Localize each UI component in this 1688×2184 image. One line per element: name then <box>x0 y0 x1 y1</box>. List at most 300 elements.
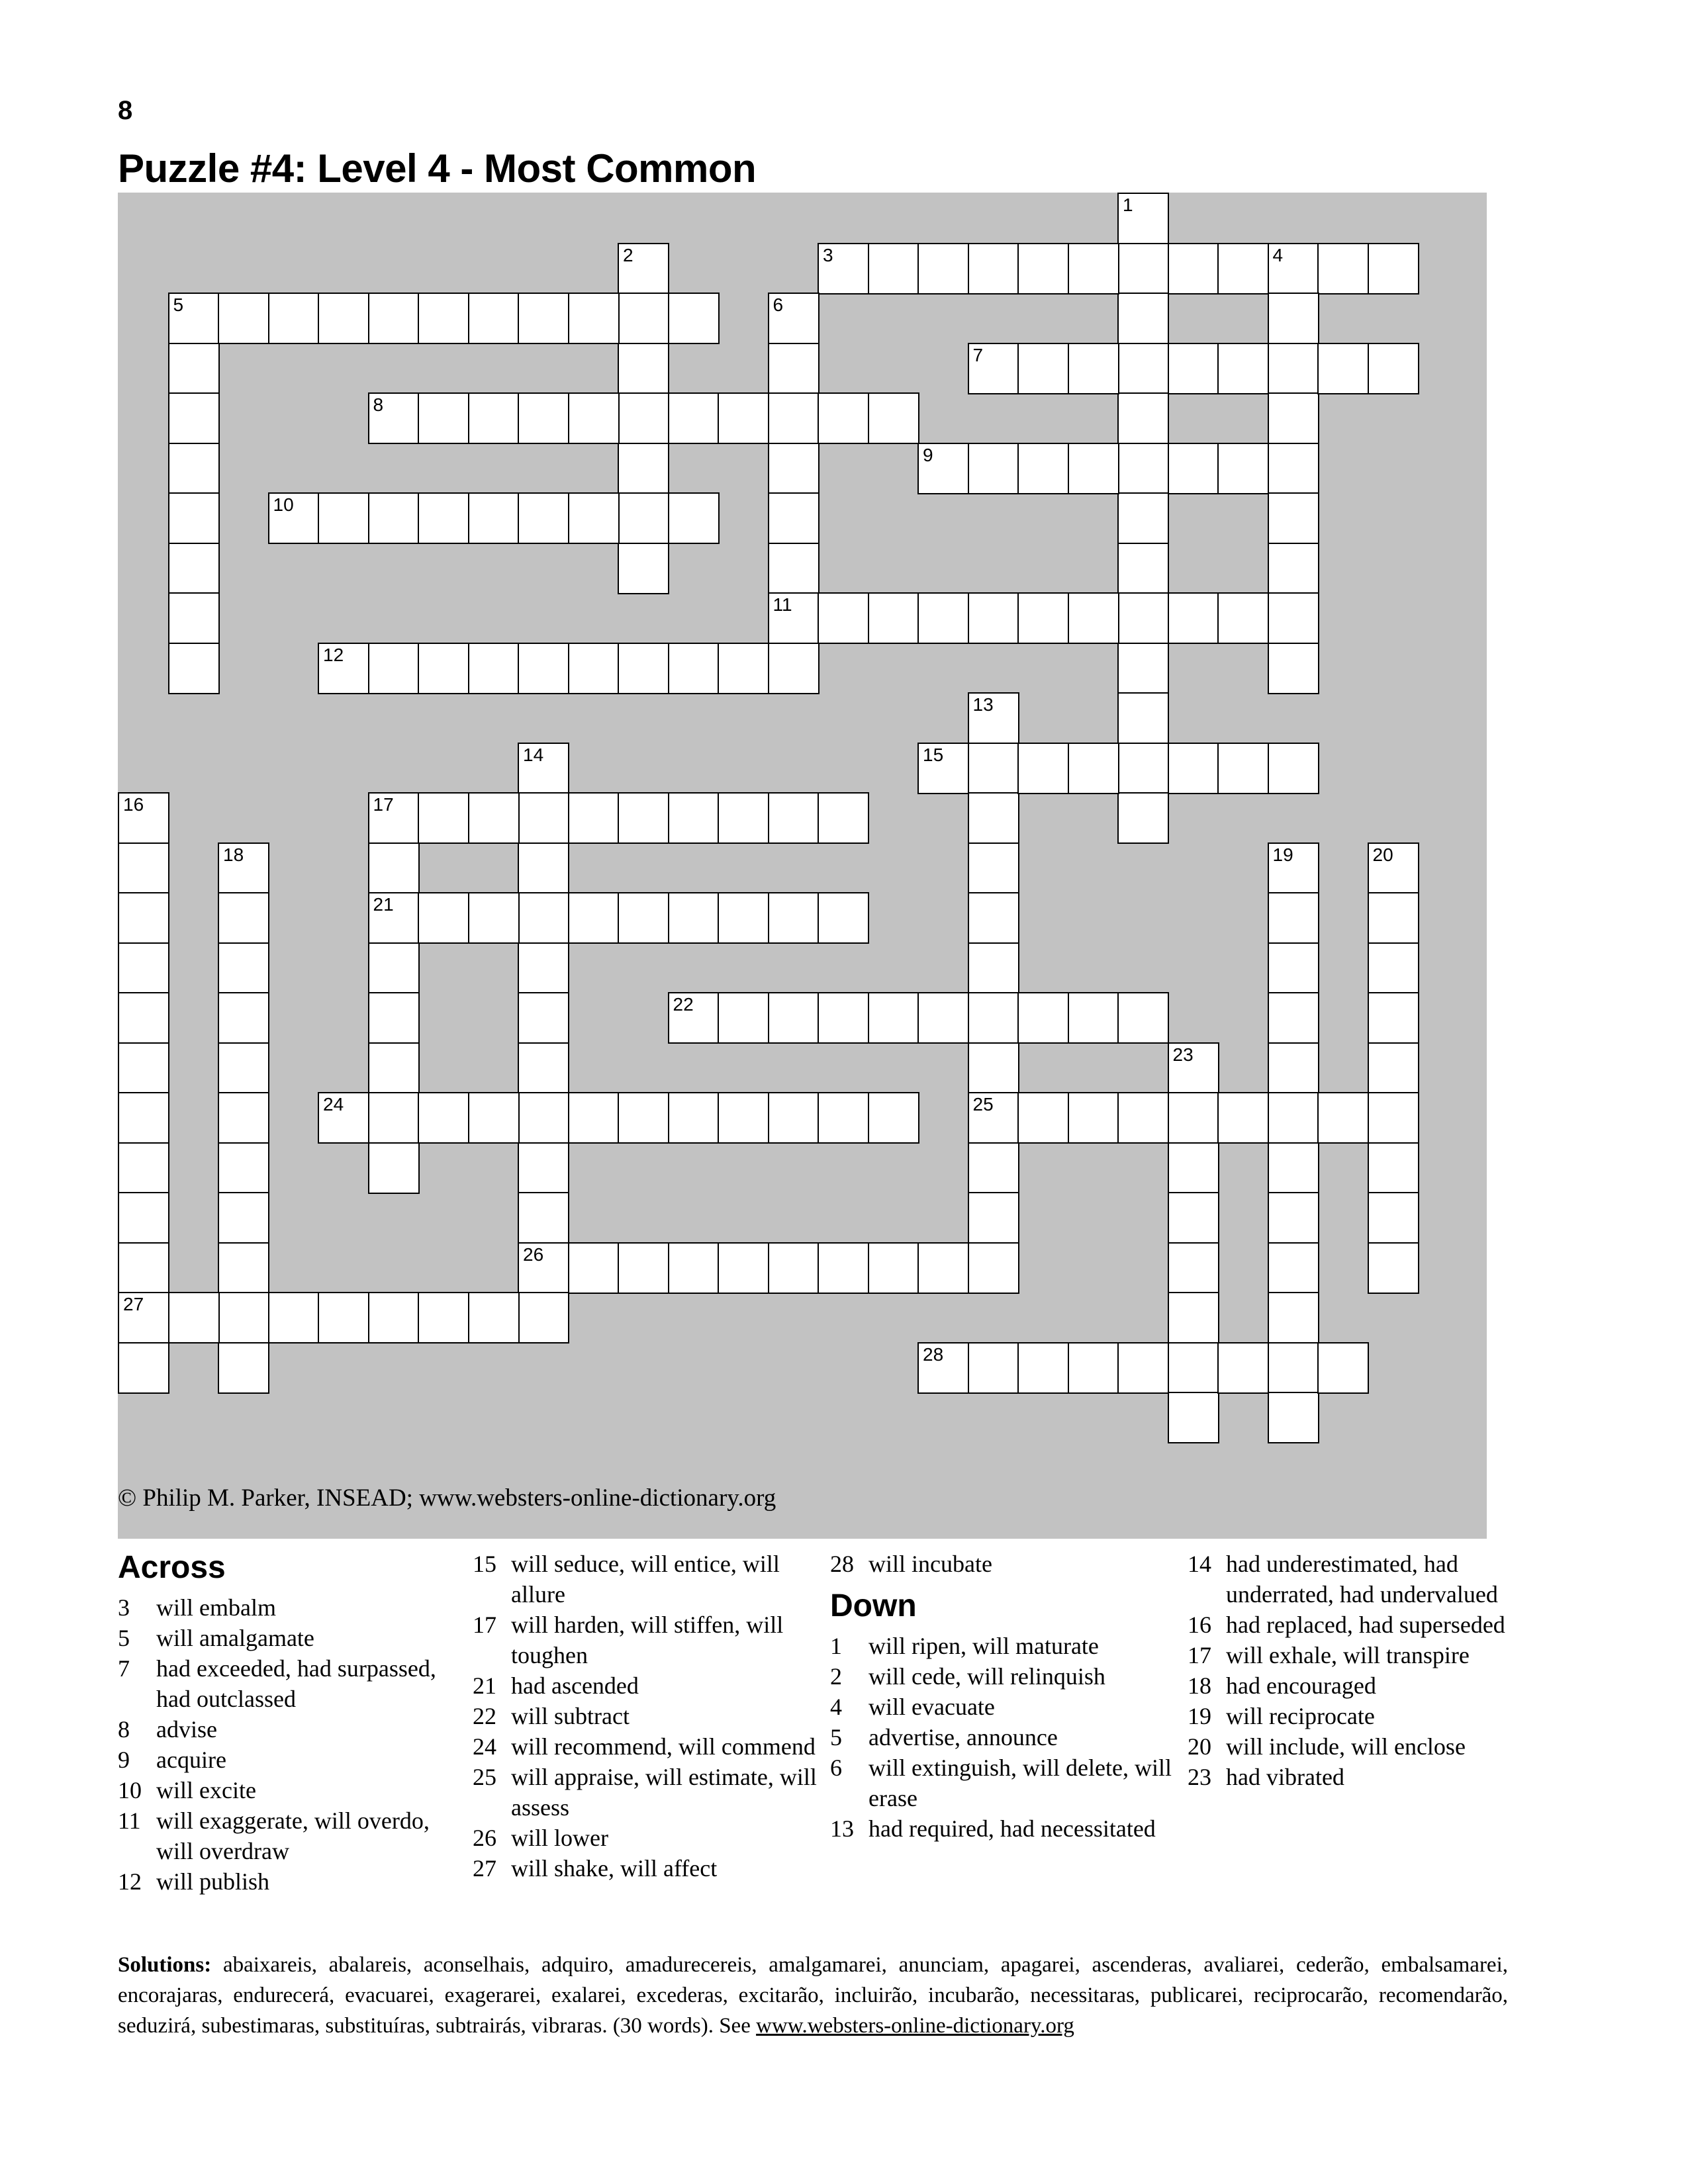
grid-cell[interactable] <box>768 592 820 644</box>
grid-cell[interactable] <box>1268 1242 1319 1294</box>
grid-cell[interactable] <box>1168 1242 1219 1294</box>
grid-cell[interactable] <box>1117 492 1169 544</box>
grid-cell[interactable] <box>768 792 820 844</box>
grid-cell[interactable] <box>1217 243 1269 295</box>
grid-cell[interactable] <box>168 543 220 594</box>
grid-cell[interactable] <box>518 743 569 794</box>
clue-number: 10 <box>118 1777 142 1803</box>
grid-cell[interactable] <box>318 643 369 694</box>
clue-number: 18 <box>1188 1672 1211 1699</box>
grid-cell[interactable] <box>1068 1342 1119 1394</box>
grid-cell[interactable] <box>568 643 620 694</box>
grid-cell[interactable] <box>1217 743 1269 794</box>
grid-cell[interactable] <box>518 492 569 544</box>
grid-cell[interactable] <box>968 1092 1019 1144</box>
grid-cell[interactable] <box>1168 592 1219 644</box>
grid-cell[interactable] <box>618 443 669 494</box>
grid-cell[interactable] <box>518 392 569 444</box>
down-clue <box>830 1813 1174 1844</box>
grid-cell[interactable] <box>1268 1142 1319 1194</box>
clue-number: 21 <box>373 894 394 915</box>
grid-cell[interactable] <box>468 492 520 544</box>
grid-cell[interactable] <box>1117 392 1169 444</box>
grid-cell[interactable] <box>368 992 420 1044</box>
grid-cell[interactable] <box>1117 1342 1169 1394</box>
solutions-link[interactable]: www.websters-online-dictionary.org <box>756 2014 1074 2038</box>
grid-cell[interactable] <box>468 1292 520 1343</box>
grid-cell[interactable] <box>818 892 869 944</box>
clue-number: 15 <box>923 744 944 765</box>
grid-cell[interactable] <box>768 643 820 694</box>
clue-number: 16 <box>1188 1612 1211 1638</box>
grid-cell[interactable] <box>718 1092 769 1144</box>
grid-cell[interactable] <box>568 492 620 544</box>
grid-cell[interactable] <box>818 392 869 444</box>
grid-cell[interactable] <box>1268 643 1319 694</box>
grid-cell[interactable] <box>968 1142 1019 1194</box>
grid-cell[interactable] <box>1117 543 1169 594</box>
grid-cell[interactable] <box>668 1092 720 1144</box>
clue-text: will appraise, will estimate, will assess <box>511 1764 817 1821</box>
grid-cell[interactable] <box>418 492 469 544</box>
grid-cell[interactable] <box>518 643 569 694</box>
grid-cell[interactable] <box>818 992 869 1044</box>
clue-number: 3 <box>118 1594 130 1621</box>
grid-cell[interactable] <box>118 1192 169 1244</box>
grid-cell[interactable] <box>368 492 420 544</box>
across-clue <box>473 1823 817 1853</box>
grid-cell[interactable] <box>917 1242 969 1294</box>
grid-cell[interactable] <box>468 892 520 944</box>
grid-cell[interactable] <box>1368 842 1419 894</box>
grid-cell[interactable] <box>1368 1192 1419 1244</box>
grid-cell[interactable] <box>418 892 469 944</box>
grid-cell[interactable] <box>618 892 669 944</box>
grid-cell[interactable] <box>718 392 769 444</box>
grid-cell[interactable] <box>968 443 1019 494</box>
grid-cell[interactable] <box>768 343 820 394</box>
grid-cell[interactable] <box>718 643 769 694</box>
grid-cell[interactable] <box>368 1292 420 1343</box>
grid-cell[interactable] <box>1268 743 1319 794</box>
clue-text: had replaced, had superseded <box>1226 1612 1505 1638</box>
grid-cell[interactable] <box>968 1342 1019 1394</box>
grid-cell[interactable] <box>218 1292 269 1343</box>
grid-cell[interactable] <box>768 392 820 444</box>
grid-cell[interactable] <box>1017 992 1069 1044</box>
grid-cell[interactable] <box>1268 892 1319 944</box>
grid-cell[interactable] <box>468 1092 520 1144</box>
grid-cell[interactable] <box>1168 1342 1219 1394</box>
grid-cell[interactable] <box>618 643 669 694</box>
grid-cell[interactable] <box>1368 1142 1419 1194</box>
grid-cell[interactable] <box>168 1292 220 1343</box>
grid-cell[interactable] <box>118 1092 169 1144</box>
grid-cell[interactable] <box>1368 1092 1419 1144</box>
grid-cell[interactable] <box>968 743 1019 794</box>
grid-cell[interactable] <box>668 392 720 444</box>
grid-cell[interactable] <box>1017 443 1069 494</box>
grid-cell[interactable] <box>968 1042 1019 1094</box>
grid-cell[interactable] <box>168 643 220 694</box>
grid-cell[interactable] <box>1017 343 1069 394</box>
grid-cell[interactable] <box>318 1092 369 1144</box>
clue-number: 17 <box>1188 1642 1211 1668</box>
grid-cell[interactable] <box>1368 942 1419 994</box>
grid-cell[interactable] <box>818 792 869 844</box>
grid-cell[interactable] <box>368 1042 420 1094</box>
grid-cell[interactable] <box>1068 743 1119 794</box>
grid-cell[interactable] <box>1117 643 1169 694</box>
clue-number: 25 <box>473 1764 496 1790</box>
clue-number: 7 <box>118 1655 130 1682</box>
grid-cell[interactable] <box>218 1192 269 1244</box>
grid-cell[interactable] <box>1068 592 1119 644</box>
across-clue <box>118 1714 449 1745</box>
grid-cell[interactable] <box>318 1292 369 1343</box>
grid-cell[interactable] <box>168 592 220 644</box>
grid-cell[interactable] <box>1317 243 1369 295</box>
grid-cell[interactable] <box>968 892 1019 944</box>
grid-cell[interactable] <box>118 892 169 944</box>
clue-text: will incubate <box>868 1551 992 1577</box>
grid-cell[interactable] <box>618 792 669 844</box>
grid-cell[interactable] <box>368 293 420 344</box>
grid-cell[interactable] <box>168 343 220 394</box>
grid-cell[interactable] <box>268 492 320 544</box>
grid-cell[interactable] <box>568 892 620 944</box>
grid-cell[interactable] <box>1268 942 1319 994</box>
grid-cell[interactable] <box>1117 443 1169 494</box>
grid-cell[interactable] <box>1168 1142 1219 1194</box>
grid-cell[interactable] <box>468 792 520 844</box>
grid-cell[interactable] <box>218 1242 269 1294</box>
grid-cell[interactable] <box>668 492 720 544</box>
grid-cell[interactable] <box>668 1242 720 1294</box>
grid-cell[interactable] <box>1268 392 1319 444</box>
grid-cell[interactable] <box>118 842 169 894</box>
clue-number: 24 <box>473 1733 496 1760</box>
grid-cell[interactable] <box>1217 443 1269 494</box>
grid-cell[interactable] <box>368 942 420 994</box>
grid-cell[interactable] <box>1068 443 1119 494</box>
clue-number: 12 <box>323 644 344 665</box>
down-clue <box>1188 1701 1532 1731</box>
grid-cell[interactable] <box>1117 343 1169 394</box>
grid-cell[interactable] <box>1168 1092 1219 1144</box>
grid-cell[interactable] <box>568 293 620 344</box>
grid-cell[interactable] <box>1317 1092 1369 1144</box>
grid-cell[interactable] <box>318 293 369 344</box>
grid-cell[interactable] <box>968 842 1019 894</box>
grid-cell[interactable] <box>1268 543 1319 594</box>
grid-cell[interactable] <box>218 1342 269 1394</box>
clue-number: 21 <box>473 1672 496 1699</box>
clue-number: 4 <box>830 1694 842 1720</box>
grid-cell[interactable] <box>968 343 1019 394</box>
grid-cell[interactable] <box>618 293 669 344</box>
grid-cell[interactable] <box>118 992 169 1044</box>
grid-cell[interactable] <box>1017 1342 1069 1394</box>
grid-cell[interactable] <box>768 992 820 1044</box>
grid-cell[interactable] <box>1268 1042 1319 1094</box>
clue-number: 26 <box>473 1825 496 1851</box>
grid-cell[interactable] <box>1217 1342 1269 1394</box>
grid-cell[interactable] <box>1368 992 1419 1044</box>
grid-cell[interactable] <box>518 1142 569 1194</box>
grid-cell[interactable] <box>968 243 1019 295</box>
grid-cell[interactable] <box>1268 1292 1319 1343</box>
grid-cell[interactable] <box>1068 992 1119 1044</box>
grid-cell[interactable] <box>418 293 469 344</box>
clue-text: had ascended <box>511 1672 639 1699</box>
grid-cell[interactable] <box>868 392 919 444</box>
grid-cell[interactable] <box>668 992 720 1044</box>
grid-cell[interactable] <box>768 1092 820 1144</box>
grid-cell[interactable] <box>118 1242 169 1294</box>
grid-cell[interactable] <box>1268 992 1319 1044</box>
grid-cell[interactable] <box>1268 243 1319 295</box>
grid-cell[interactable] <box>1168 743 1219 794</box>
grid-cell[interactable] <box>468 293 520 344</box>
grid-cell[interactable] <box>1268 1392 1319 1443</box>
grid-cell[interactable] <box>218 1092 269 1144</box>
grid-cell[interactable] <box>1268 343 1319 394</box>
grid-cell[interactable] <box>218 992 269 1044</box>
grid-cell[interactable] <box>968 992 1019 1044</box>
grid-cell[interactable] <box>518 293 569 344</box>
grid-cell[interactable] <box>1168 1042 1219 1094</box>
grid-cell[interactable] <box>818 243 869 295</box>
grid-cell[interactable] <box>1368 892 1419 944</box>
grid-cell[interactable] <box>618 392 669 444</box>
grid-cell[interactable] <box>668 792 720 844</box>
grid-cell[interactable] <box>118 1342 169 1394</box>
grid-cell[interactable] <box>368 1142 420 1194</box>
grid-cell[interactable] <box>368 1092 420 1144</box>
grid-cell[interactable] <box>718 892 769 944</box>
grid-cell[interactable] <box>1268 293 1319 344</box>
grid-cell[interactable] <box>1068 1092 1119 1144</box>
grid-cell[interactable] <box>1268 1192 1319 1244</box>
down-clues-column-4 <box>1188 1549 1532 1792</box>
grid-cell[interactable] <box>168 492 220 544</box>
grid-cell[interactable] <box>518 792 569 844</box>
grid-cell[interactable] <box>468 643 520 694</box>
grid-cell[interactable] <box>1117 692 1169 744</box>
grid-cell[interactable] <box>917 592 969 644</box>
grid-cell[interactable] <box>618 1242 669 1294</box>
grid-cell[interactable] <box>1117 592 1169 644</box>
grid-cell[interactable] <box>418 392 469 444</box>
grid-cell[interactable] <box>868 1092 919 1144</box>
grid-cell[interactable] <box>1368 1242 1419 1294</box>
grid-cell[interactable] <box>418 792 469 844</box>
grid-cell[interactable] <box>318 492 369 544</box>
grid-cell[interactable] <box>1168 443 1219 494</box>
grid-cell[interactable] <box>118 1292 169 1343</box>
grid-cell[interactable] <box>1168 1392 1219 1443</box>
grid-cell[interactable] <box>418 1092 469 1144</box>
clue-text: will exhale, will transpire <box>1226 1642 1470 1668</box>
grid-cell[interactable] <box>1268 842 1319 894</box>
grid-cell[interactable] <box>1268 592 1319 644</box>
grid-cell[interactable] <box>618 1092 669 1144</box>
grid-cell[interactable] <box>518 1092 569 1144</box>
across-clue <box>118 1805 449 1866</box>
grid-cell[interactable] <box>768 543 820 594</box>
grid-cell[interactable] <box>1268 1092 1319 1144</box>
grid-cell[interactable] <box>968 592 1019 644</box>
grid-cell[interactable] <box>1168 1292 1219 1343</box>
grid-cell[interactable] <box>518 1242 569 1294</box>
grid-cell[interactable] <box>818 1242 869 1294</box>
grid-cell[interactable] <box>218 842 269 894</box>
grid-cell[interactable] <box>718 1242 769 1294</box>
clue-number: 19 <box>1272 844 1293 865</box>
grid-cell[interactable] <box>1117 992 1169 1044</box>
grid-cell[interactable] <box>518 1292 569 1343</box>
grid-cell[interactable] <box>768 892 820 944</box>
grid-cell[interactable] <box>917 992 969 1044</box>
grid-cell[interactable] <box>518 842 569 894</box>
grid-cell[interactable] <box>968 942 1019 994</box>
grid-cell[interactable] <box>668 892 720 944</box>
grid-cell[interactable] <box>368 643 420 694</box>
grid-cell[interactable] <box>568 1092 620 1144</box>
grid-cell[interactable] <box>868 1242 919 1294</box>
grid-cell[interactable] <box>368 392 420 444</box>
grid-cell[interactable] <box>118 1142 169 1194</box>
grid-cell[interactable] <box>1117 193 1169 244</box>
grid-cell[interactable] <box>218 1142 269 1194</box>
grid-cell[interactable] <box>668 293 720 344</box>
grid-cell[interactable] <box>218 293 269 344</box>
grid-cell[interactable] <box>1268 443 1319 494</box>
grid-cell[interactable] <box>968 692 1019 744</box>
grid-cell[interactable] <box>168 443 220 494</box>
grid-cell[interactable] <box>1017 743 1069 794</box>
grid-cell[interactable] <box>568 1242 620 1294</box>
grid-cell[interactable] <box>518 942 569 994</box>
grid-cell[interactable] <box>1268 492 1319 544</box>
grid-cell[interactable] <box>368 792 420 844</box>
grid-cell[interactable] <box>218 1042 269 1094</box>
grid-cell[interactable] <box>1217 343 1269 394</box>
grid-cell[interactable] <box>518 892 569 944</box>
grid-cell[interactable] <box>868 592 919 644</box>
grid-cell[interactable] <box>818 592 869 644</box>
grid-cell[interactable] <box>668 643 720 694</box>
clue-number: 18 <box>223 844 244 865</box>
grid-cell[interactable] <box>1217 1092 1269 1144</box>
grid-cell[interactable] <box>568 792 620 844</box>
grid-cell[interactable] <box>1117 243 1169 295</box>
grid-cell[interactable] <box>768 293 820 344</box>
grid-cell[interactable] <box>718 992 769 1044</box>
grid-cell[interactable] <box>368 842 420 894</box>
grid-cell[interactable] <box>1017 243 1069 295</box>
grid-cell[interactable] <box>1168 243 1219 295</box>
grid-cell[interactable] <box>568 392 620 444</box>
clue-text: will subtract <box>511 1703 630 1729</box>
across-clue <box>118 1745 449 1775</box>
grid-cell[interactable] <box>1168 1192 1219 1244</box>
clue-text: will ripen, will maturate <box>868 1633 1099 1659</box>
grid-cell[interactable] <box>218 942 269 994</box>
grid-cell[interactable] <box>868 992 919 1044</box>
down-clue <box>1188 1549 1532 1610</box>
grid-cell[interactable] <box>768 1242 820 1294</box>
grid-cell[interactable] <box>968 1242 1019 1294</box>
grid-cell[interactable] <box>917 443 969 494</box>
grid-cell[interactable] <box>1368 343 1419 394</box>
grid-cell[interactable] <box>168 392 220 444</box>
across-clues-column-1 <box>118 1549 449 1897</box>
grid-cell[interactable] <box>518 1042 569 1094</box>
grid-cell[interactable] <box>968 792 1019 844</box>
grid-cell[interactable] <box>268 293 320 344</box>
grid-cell[interactable] <box>118 1042 169 1094</box>
grid-cell[interactable] <box>868 243 919 295</box>
grid-cell[interactable] <box>1068 343 1119 394</box>
grid-cell[interactable] <box>1017 592 1069 644</box>
grid-cell[interactable] <box>917 243 969 295</box>
grid-cell[interactable] <box>1368 1042 1419 1094</box>
grid-cell[interactable] <box>1068 243 1119 295</box>
grid-cell[interactable] <box>1117 792 1169 844</box>
grid-cell[interactable] <box>1317 343 1369 394</box>
clue-number: 5 <box>830 1724 842 1751</box>
grid-cell[interactable] <box>618 492 669 544</box>
grid-cell[interactable] <box>768 492 820 544</box>
grid-cell[interactable] <box>1117 743 1169 794</box>
grid-cell[interactable] <box>118 942 169 994</box>
grid-cell[interactable] <box>618 343 669 394</box>
grid-cell[interactable] <box>917 1342 969 1394</box>
grid-cell[interactable] <box>1117 293 1169 344</box>
grid-cell[interactable] <box>468 392 520 444</box>
grid-cell[interactable] <box>218 892 269 944</box>
grid-cell[interactable] <box>518 1192 569 1244</box>
grid-cell[interactable] <box>718 792 769 844</box>
grid-cell[interactable] <box>968 1192 1019 1244</box>
grid-cell[interactable] <box>518 992 569 1044</box>
grid-cell[interactable] <box>618 543 669 594</box>
grid-cell[interactable] <box>1217 592 1269 644</box>
grid-cell[interactable] <box>168 293 220 344</box>
grid-cell[interactable] <box>1017 1092 1069 1144</box>
grid-cell[interactable] <box>1368 243 1419 295</box>
across-clue <box>118 1866 449 1897</box>
grid-cell[interactable] <box>1117 1092 1169 1144</box>
grid-cell[interactable] <box>1268 1342 1319 1394</box>
grid-cell[interactable] <box>418 1292 469 1343</box>
grid-cell[interactable] <box>368 892 420 944</box>
grid-cell[interactable] <box>917 743 969 794</box>
grid-cell[interactable] <box>1168 343 1219 394</box>
clue-number: 5 <box>118 1625 130 1651</box>
grid-cell[interactable] <box>768 443 820 494</box>
grid-cell[interactable] <box>118 792 169 844</box>
grid-cell[interactable] <box>418 643 469 694</box>
across-heading: Across <box>118 1550 226 1585</box>
grid-cell[interactable] <box>618 243 669 295</box>
across-clue <box>118 1775 449 1805</box>
grid-cell[interactable] <box>818 1092 869 1144</box>
grid-cell[interactable] <box>1317 1342 1369 1394</box>
grid-cell[interactable] <box>268 1292 320 1343</box>
